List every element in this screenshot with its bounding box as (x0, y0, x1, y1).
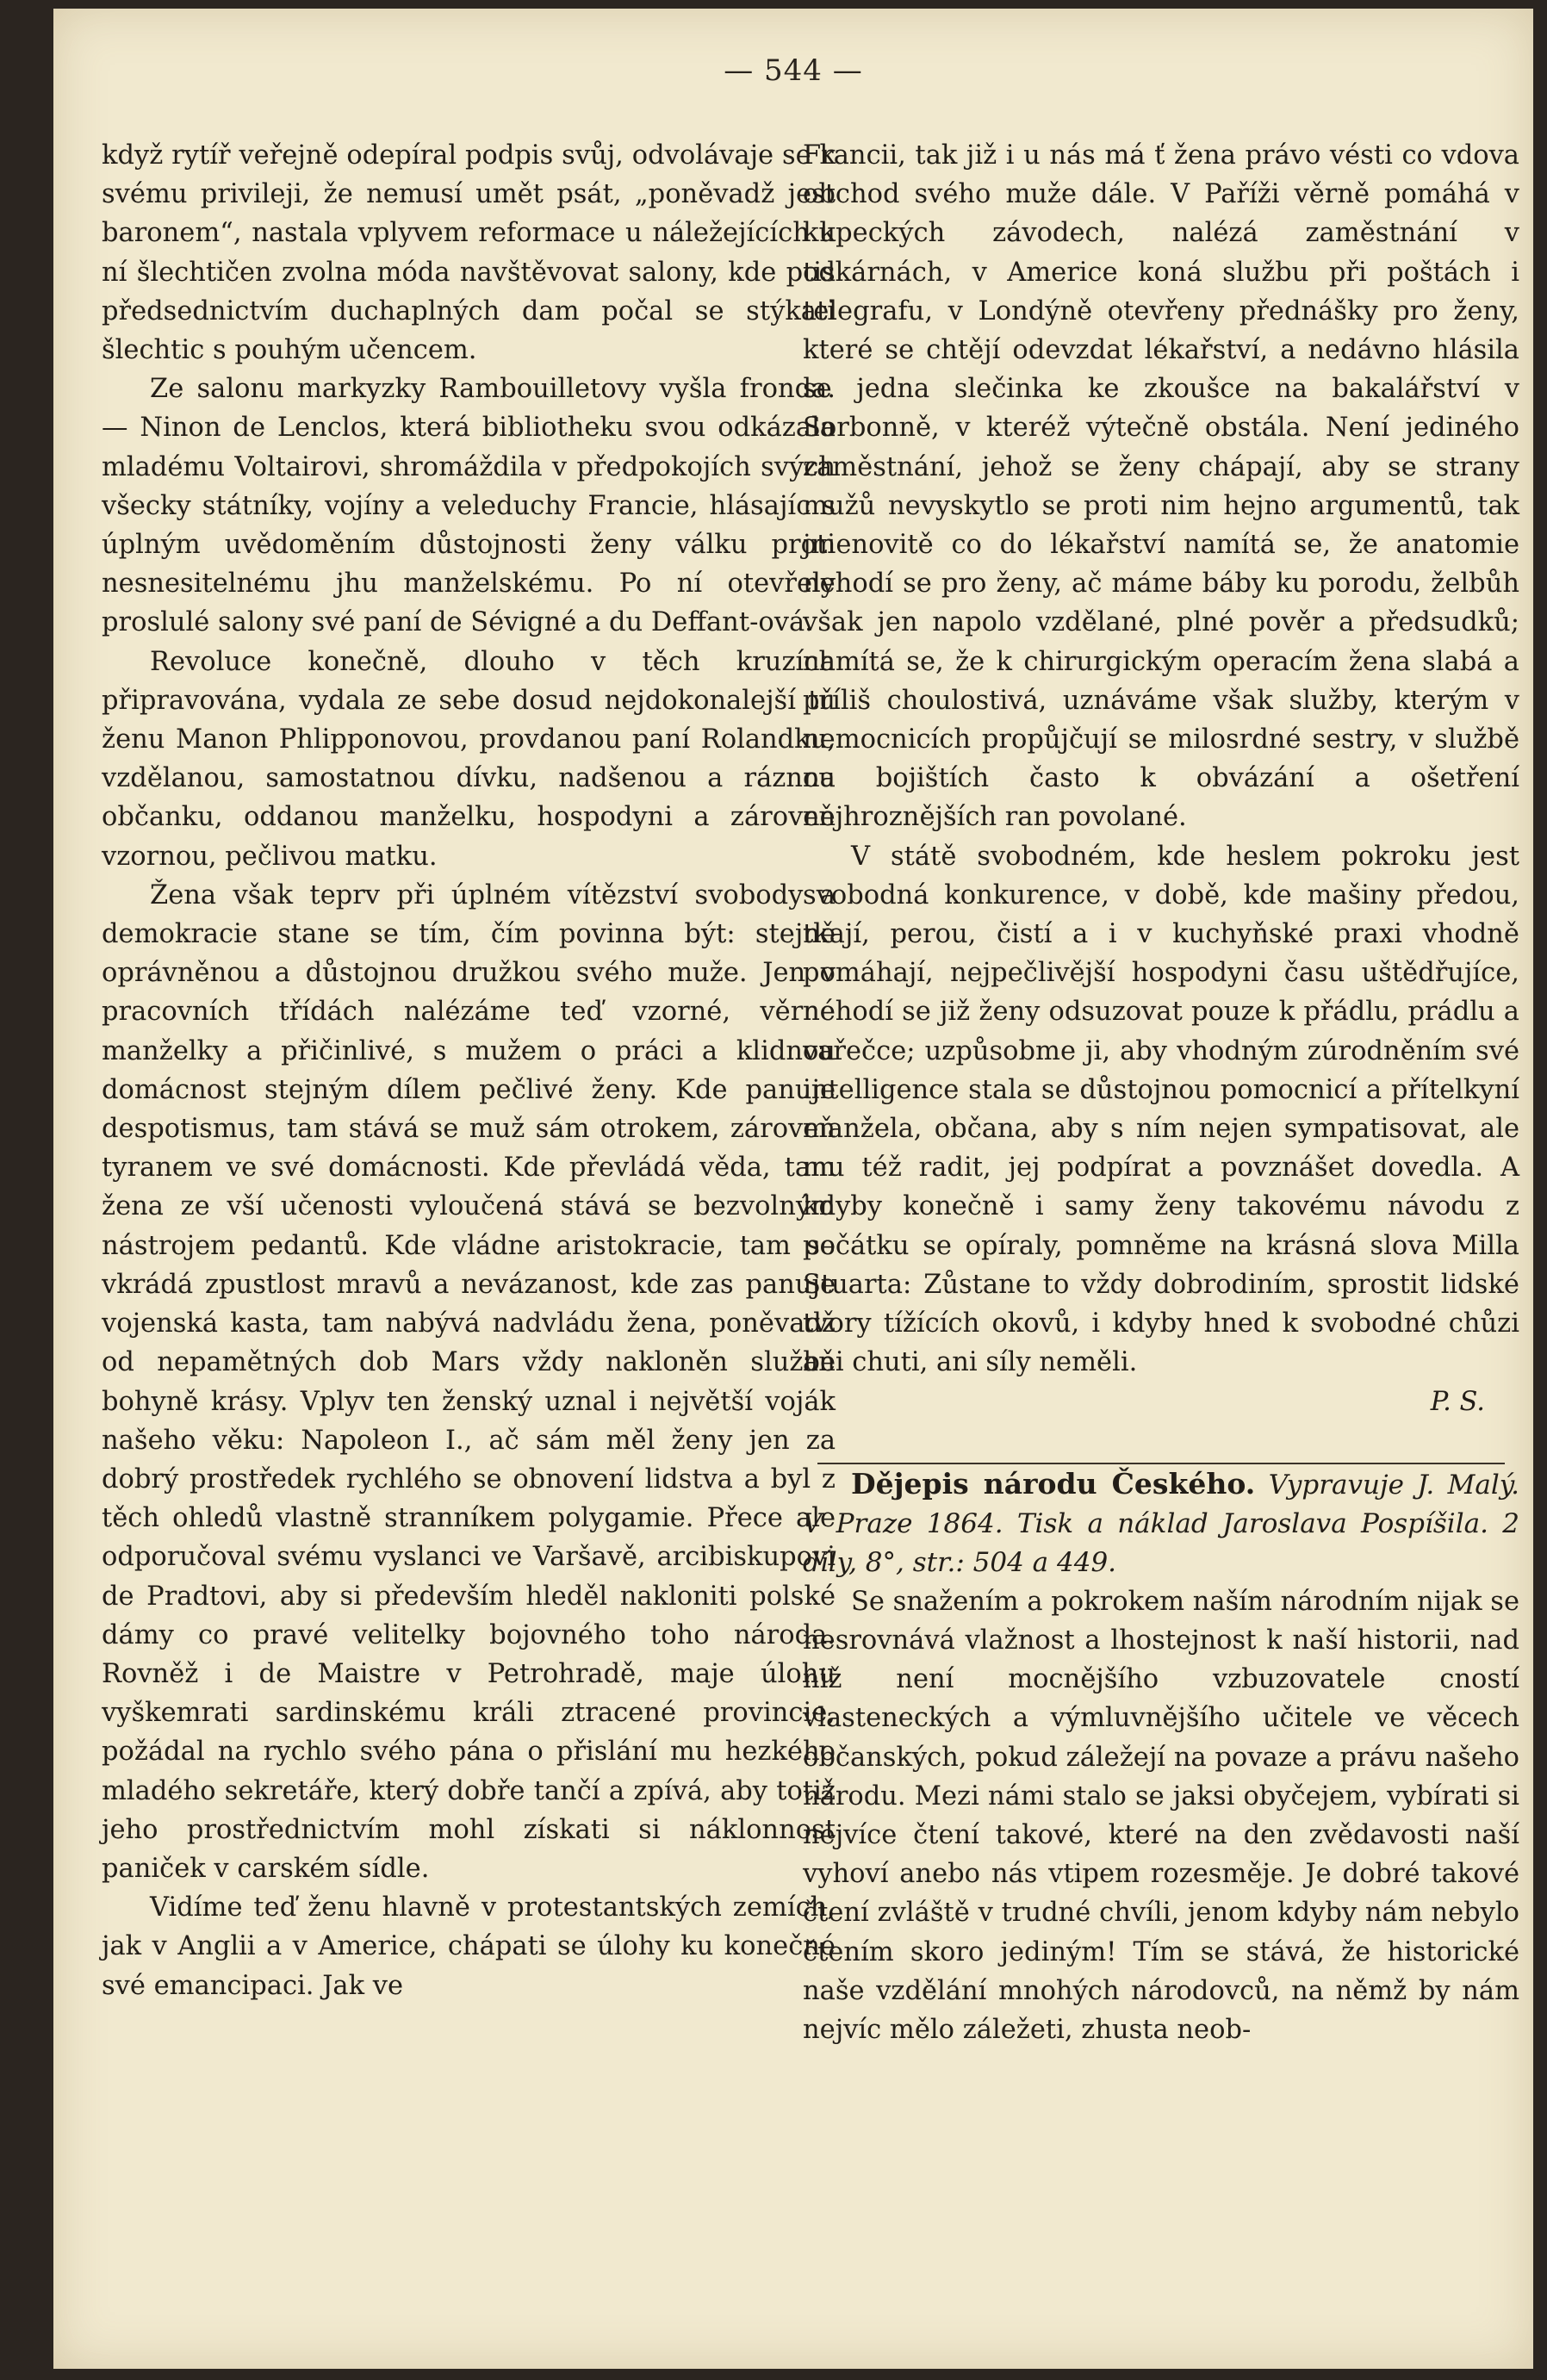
review-meta: Vypravuje J. Malý. V Praze 1864. Tisk a náklad Jaroslava Pospíšila. 2 díly, 8°, str.: 504 a 449. (803, 1469, 1520, 1578)
paragraph: Vidíme teď ženu hlavně v protestantských zemích, jak v Anglii a v Americe, chápati se úlohy ku konečné své emancipaci. Jak ve (102, 1892, 836, 2001)
paragraph: Revoluce konečně, dlouho v těch kruzích připravována, vydala ze sebe dosud nejdokonalejší tu ženu Manon Phlipponovou, provdanou paní Rolandku, vzdělanou, samostatnou dívku, nadšenou a ráznou občanku, oddanou manželku, hospodyni a zároveň vzornou, pečlivou matku. (102, 646, 836, 872)
book-page (53, 9, 1533, 2369)
review-title: Dějepis národu Českého. (851, 1466, 1256, 1501)
left-column (102, 136, 836, 2005)
paragraph: Francii, tak již i u nás má ť žena právo vésti co vdova obchod svého muže dále. V Paříži věrně pomáhá v kupeckých závodech, nalézá zaměstnání v tiskárnách, v Americe koná službu při poštách i telegrafu, v Londýně otevřeny přednášky pro ženy, které se chtějí odevzdat lékařství, a nedávno hlásila se jedna slečinka ke zkoušce na bakalářství v Sorbonně, v kteréž výtečně obstála. Není jediného zaměstnání, jehož se ženy chápají, aby se strany mužů nevyskytlo se proti nim hejno argumentů, tak jmenovitě co do lékařství namítá se, že anatomie nehodí se pro ženy, ač máme báby ku porodu, želbůh však jen napolo vzdělané, plné pověr a předsudků; namítá se, že k chirurgickým operacím žena slabá a příliš choulostivá, uznáváme však služby, kterým v nemocnicích propůjčují se milosrdné sestry, v službě na bojištích často k obvázání a ošetření nejhroznějších ran povolané. (803, 140, 1519, 833)
paragraph: Ze salonu markyzky Rambouilletovy vyšla fronda. — Ninon de Lenclos, která bibliotheku svou odkázala mladému Voltairovi, shromáždila v předpokojích svých všecky státníky, vojíny a veleduchy Francie, hlásajíc s úplným uvědoměním důstojnosti ženy válku proti nesnesitelnému jhu manželskému. Po ní otevřely proslulé salony své paní de Sévigné a du Deffant-ová. (102, 374, 836, 638)
page-number: — 544 — (724, 53, 863, 88)
right-column (803, 136, 1519, 2049)
paragraph: V státě svobodném, kde heslem pokroku jest svobodná konkurence, v době, kde mašiny předou, tkají, perou, čistí a i v kuchyňské praxi vhodně pomáhají, nejpečlivější hospodyni času uštědřujíce, nehodí se již ženy odsuzovat pouze k přádlu, prádlu a vařečce; uzpůsobme ji, aby vhodným zúrodněním své intelligence stala se důstojnou pomocnicí a přítelkyní manžela, občana, aby s ním nejen sympatisovat, ale mu též radit, jej podpírat a povznášet dovedla. A kdyby konečně i samy ženy takovému návodu z počátku se opíraly, pomněme na krásná slova Milla Stuarta: Zůstane to vždy dobrodiním, sprostit lidské tvory tížících okovů, i kdyby hned k svobodné chůzi ani chuti, ani síly neměli. (803, 841, 1519, 1378)
review-heading (803, 1464, 1519, 1582)
paragraph: Žena však teprv při úplném vítězství svobody a demokracie stane se tím, čím povinna být: stejně oprávněnou a důstojnou družkou svého muže. Jen v pracovních třídách nalézáme teď vzorné, věrné manželky a přičinlivé, s mužem o práci a klidnou domácnost stejným dílem pečlivé ženy. Kde panuje despotismus, tam stává se muž sám otrokem, zároveň tyranem ve své domácnosti. Kde převládá věda, tam žena ze vší učenosti vyloučená stává se bezvolným nástrojem pedantů. Kde vládne aristokracie, tam se vkrádá zpustlost mravů a nevázanost, kde zas panuje vojenská kasta, tam nabývá nadvládu žena, poněvadž od nepamětných dob Mars vždy nakloněn službě bohyně krásy. Vplyv ten ženský uznal i největší voják našeho věku: Napoleon I., ač sám měl ženy jen za dobrý prostředek rychlého se obnovení lidstva a byl z těch ohledů vlastně stranníkem polygamie. Přece ale odporučoval svému vyslanci ve Varšavě, arcibiskupovi de Pradtovi, aby si především hleděl nakloniti polské dámy co pravé velitelky bojovného toho národa. Rovněž i de Maistre v Petrohradě, maje úlohu vyškemrati sardinskému králi ztracené provincie, požádal na rychlo svého pána o přislání mu hezkého mladého sekretáře, který dobře tančí a zpívá, aby totiž jeho prostřednictvím mohl získati si náklonnost paniček v carském sídle. (102, 879, 836, 1884)
paragraph: Se snažením a pokrokem naším národním nijak se nesrovnává vlažnost a lhostejnost k naší historii, nad niž není mocnějšího vzbuzovatele cností vlasteneckých a výmluvnějšího učitele ve věcech občanských, pokud záležejí na povaze a právu našeho národu. Mezi námi stalo se jaksi obyčejem, vybírati si nejvíce čtení takové, které na den zvědavosti naší vyhoví anebo nás vtipem rozesměje. Je dobré takové čtení zvláště v trudné chvíli, jenom kdyby nám nebylo čtením skoro jediným! Tím se stává, že historické naše vzdělání mnohých národovců, na němž by nám nejvíc mělo záležeti, zhusta neob- (803, 1586, 1519, 2045)
paragraph: když rytíř veřejně odepíral podpis svůj, odvolávaje se k svému privileji, že nemusí umět psát, „poněvadž jest baronem“, nastala vplyvem reformace u náležejících k ní šlechtičen zvolna móda navštěvovat salony, kde pod předsednictvím duchaplných dam počal se stýkati šlechtic s pouhým učencem. (102, 140, 836, 366)
author-signature: P. S. (1430, 1386, 1485, 1417)
